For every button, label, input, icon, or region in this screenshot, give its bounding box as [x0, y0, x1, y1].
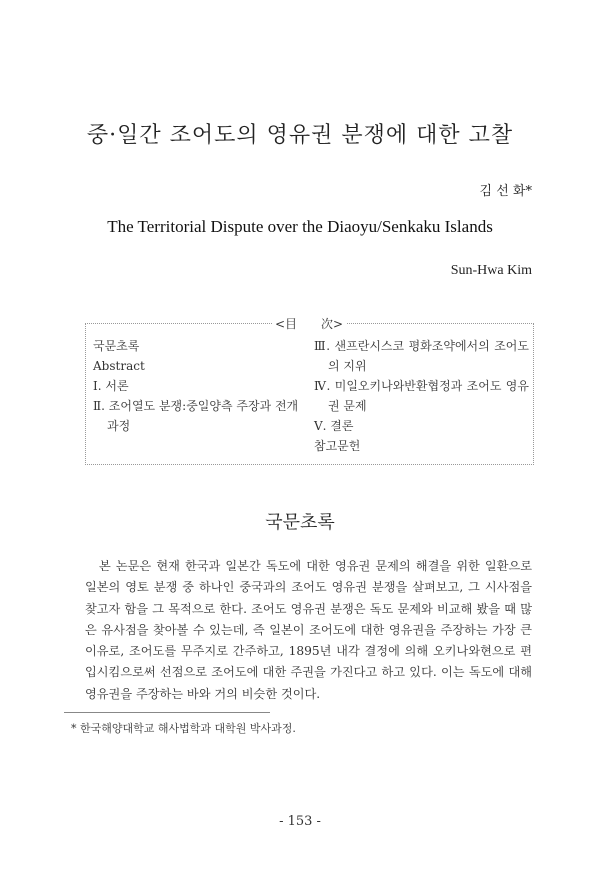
toc-item: Ⅳ. 미일오키나와반환협정과 조어도 영유권 문제 [314, 379, 529, 413]
abstract-paragraph: 본 논문은 현재 한국과 일본간 독도에 대한 영유권 문제의 해결을 위한 일환으로 일본의 영토 분쟁 중 하나인 중국과의 조어도 영유권 분쟁을 살펴보고, 그 시사점을 찾고자 함을 그 목적으로 한다. 조어도 영유권 분쟁은 독도 문제와 비교해 봤을 때 많은 유사점을 찾아볼 수 있는데, 즉 일본이 조어도에 대한 영유권을 주장하는 가장 큰 이유로, 조어도를 무주지로 간주하고, 1895년 내각 결정에 의해 오키나와현으로 편입시킴으로써 선점으로 조어도에 대한 주권을 가진다고 하고 있다. 이는 독도에 대해 영유권을 주장하는 바와 거의 비슷한 것이다. [85, 559, 532, 701]
english-title: The Territorial Dispute over the Diaoyu/Senkaku Islands [107, 217, 493, 236]
toc-item: Ⅱ. 조어열도 분쟁:중일양측 주장과 전개 과정 [93, 399, 299, 433]
toc-item: 국문초록 [93, 339, 140, 353]
section-heading: 국문초록 [265, 512, 335, 533]
toc-item: Ⅰ. 서론 [93, 379, 129, 393]
english-author: Sun-Hwa Kim [450, 263, 532, 278]
toc-heading: <目 次> [272, 315, 346, 332]
footnote-rule [64, 712, 270, 713]
toc-item: Ⅴ. 결론 [314, 419, 354, 433]
toc-left-column [93, 336, 308, 436]
footnote: * 한국해양대학교 해사법학과 대학원 박사과정. [71, 722, 296, 735]
toc-right-column [314, 336, 529, 456]
author-name: 김 선 화* [479, 184, 532, 199]
toc-item: Ⅲ. 샌프란시스코 평화조약에서의 조어도의 지위 [314, 339, 529, 373]
page-number: - 153 - [279, 814, 321, 829]
table-of-contents [85, 317, 534, 465]
toc-item: 참고문헌 [314, 439, 361, 453]
paper-title: 중·일간 조어도의 영유권 분쟁에 대한 고찰 [86, 123, 514, 148]
toc-item: Abstract [93, 359, 145, 373]
